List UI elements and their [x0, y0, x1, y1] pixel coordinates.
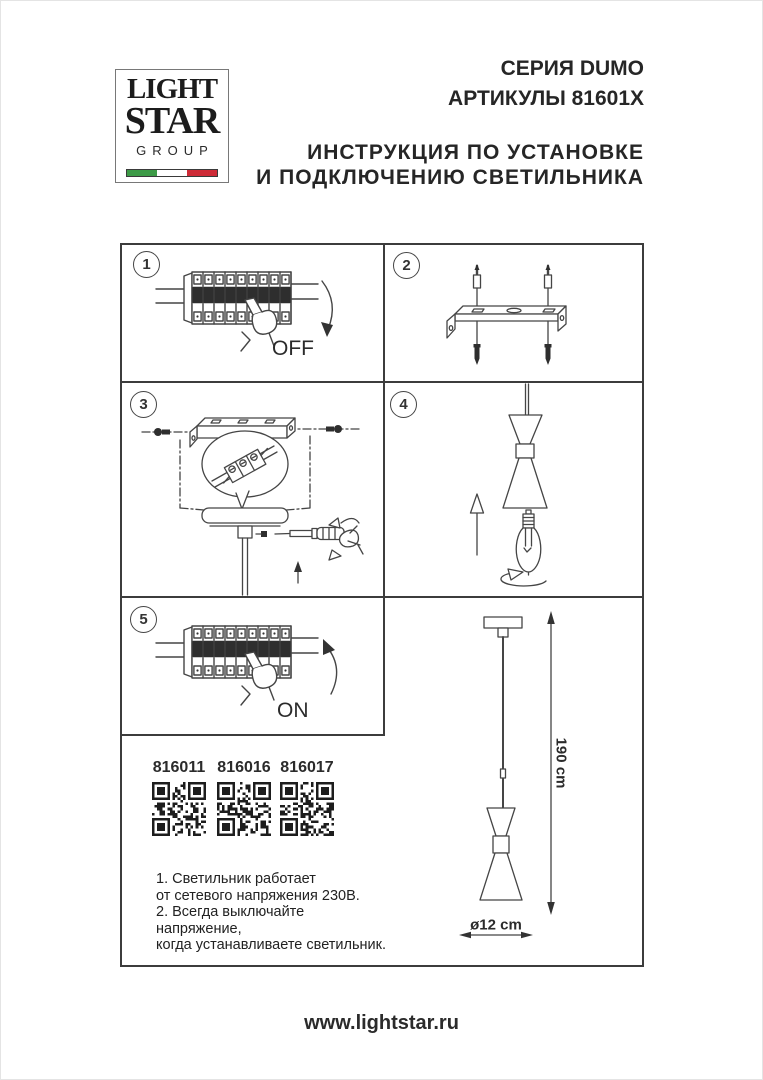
step-2-digit: 2	[402, 257, 411, 274]
logo-word-group: GROUP	[136, 143, 214, 158]
height-dimension-label: 190 cm	[552, 737, 570, 789]
logo-word-light: LIGHT	[126, 73, 218, 105]
series-line: СЕРИЯ DUMO	[500, 57, 644, 80]
breaker-off-diagram	[120, 243, 384, 382]
qr-code-label-816011: 816011	[152, 759, 206, 776]
flag-green-segment	[127, 170, 157, 176]
step-3-digit: 3	[139, 396, 148, 413]
qr-code-816017	[280, 782, 334, 836]
flag-white-segment	[157, 170, 187, 176]
doc-title-line2: И ПОДКЛЮЧЕНИЮ СВЕТИЛЬНИКА	[256, 166, 644, 189]
breaker-on-diagram	[120, 597, 384, 735]
doc-title-line1: ИНСТРУКЦИЯ ПО УСТАНОВКЕ	[307, 141, 644, 164]
step-4-digit: 4	[399, 396, 408, 413]
step-1-digit: 1	[142, 256, 151, 273]
logo-word-star: STAR	[124, 100, 220, 142]
articles-line: АРТИКУЛЫ 81601X	[448, 87, 644, 110]
lamp-dimensions-diagram	[384, 597, 644, 967]
qr-code-label-816016: 816016	[217, 759, 271, 776]
step-5-digit: 5	[139, 611, 148, 628]
off-label: OFF	[272, 337, 314, 360]
diameter-dimension-label: ø12 cm	[470, 916, 522, 934]
qr-code-816016	[217, 782, 271, 836]
qr-code-label-816017: 816017	[280, 759, 334, 776]
website-url: www.lightstar.ru	[304, 1012, 459, 1034]
note-line-1: 1. Светильник работает	[156, 871, 316, 887]
lightstar-logo	[115, 69, 229, 183]
bulb-installation-diagram	[384, 382, 644, 597]
header	[256, 54, 644, 190]
flag-red-segment	[187, 170, 217, 176]
canopy-wiring-diagram	[120, 382, 384, 597]
on-label: ON	[277, 699, 309, 722]
qr-code-816011	[152, 782, 206, 836]
note-line-4: когда устанавливаете светильник.	[156, 937, 387, 953]
note-line-2: от сетевого напряжения 230В.	[156, 887, 360, 904]
note-line-3: 2. Всегда выключайте напряжение,	[156, 904, 305, 937]
mounting-bracket-diagram	[384, 243, 644, 382]
italian-flag-stripe	[126, 169, 218, 177]
safety-notes	[156, 871, 388, 954]
